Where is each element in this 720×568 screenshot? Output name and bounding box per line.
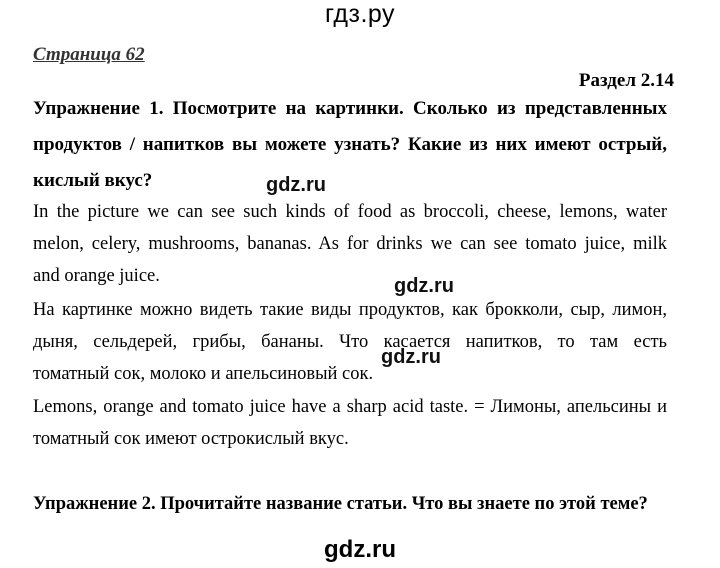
site-title: гдз.ру	[324, 0, 396, 28]
page-link[interactable]: Страница 62	[33, 44, 145, 65]
watermark: gdz.ru	[394, 275, 454, 297]
exercise-2-heading: Упражнение 2. Прочитайте название статьи. Что вы знаете по этой теме?	[33, 494, 648, 514]
watermark: gdz.ru	[381, 346, 441, 368]
watermark: gdz.ru	[266, 174, 326, 196]
exercise-1-heading-line-3: кислый вкус?	[33, 170, 153, 191]
answer-en-line-3: and orange juice.	[33, 266, 160, 286]
answer-ru-line-3: томатный сок, молоко и апельсиновый сок.	[33, 364, 374, 384]
footer-watermark: gdz.ru	[324, 536, 396, 563]
taste-line-1: Lemons, orange and tomato juice have a sharp acid taste. = Лимоны, апельсины и	[33, 397, 667, 417]
answer-en-line-2: melon, celery, mushrooms, bananas. As for drinks we can see tomato juice, milk	[33, 234, 667, 254]
answer-ru-line-2: дыня, сельдерей, грибы, бананы. Что касается напитков, то там есть	[33, 332, 667, 352]
taste-line-2: томатный сок имеют острокислый вкус.	[33, 429, 349, 449]
answer-en-line-1: In the picture we can see such kinds of food as broccoli, cheese, lemons, water	[33, 202, 667, 222]
answer-ru-line-1: На картинке можно видеть такие виды продуктов, как брокколи, сыр, лимон,	[33, 300, 667, 320]
exercise-1-heading-line-1: Упражнение 1. Посмотрите на картинки. Сколько из представленных	[33, 98, 667, 119]
section-label: Раздел 2.14	[578, 70, 674, 91]
exercise-1-heading-line-2: продуктов / напитков вы можете узнать? Какие из них имеют острый,	[33, 134, 667, 155]
